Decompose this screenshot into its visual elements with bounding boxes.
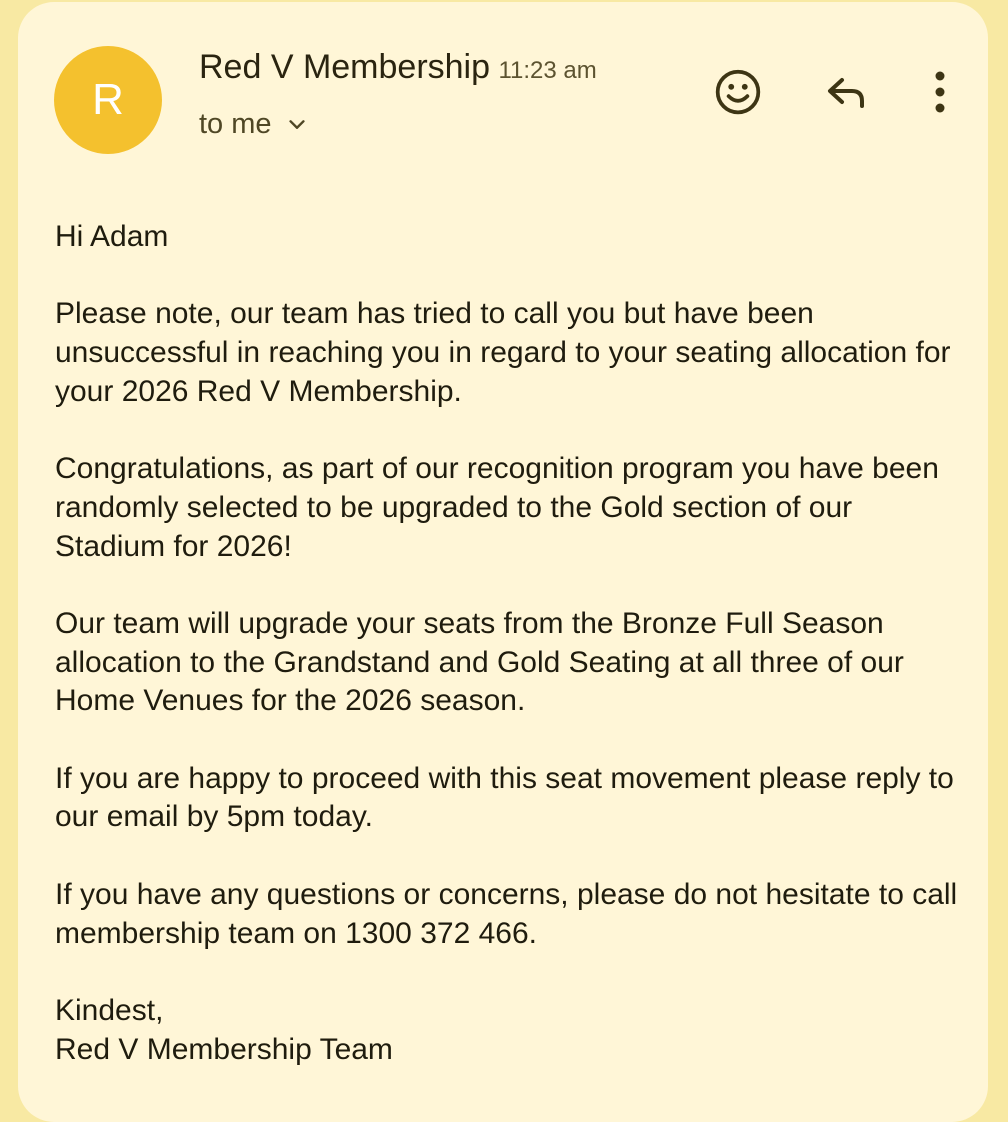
email-body	[55, 218, 965, 1069]
email-paragraph-congratulations: Congratulations, as part of our recognition program you have been randomly selected to be upgraded to the Gold section of our Stadium for 2026!	[55, 452, 939, 563]
sender-name[interactable]: Red V Membership	[199, 48, 491, 86]
email-paragraph-call-attempt: Please note, our team has tried to call you but have been unsuccessful in reaching you in regard to your seating allocation for your 2026 Red V Membership.	[55, 297, 951, 408]
sender-line	[199, 48, 597, 87]
reply-button[interactable]	[818, 64, 874, 120]
email-card	[18, 2, 988, 1122]
smiley-icon	[713, 67, 763, 117]
recipient-details-toggle[interactable]	[199, 108, 308, 141]
email-sign-off: Kindest,	[55, 993, 164, 1027]
sender-avatar[interactable]	[54, 46, 162, 154]
chevron-down-icon	[286, 114, 308, 136]
email-timestamp: 11:23 am	[498, 57, 597, 84]
kebab-menu-icon	[930, 70, 950, 114]
email-paragraph-deadline: If you are happy to proceed with this seat movement please reply to our email by 5pm today.	[55, 761, 954, 834]
more-options-button[interactable]	[912, 64, 968, 120]
email-greeting: Hi Adam	[55, 220, 169, 253]
recipient-label: to me	[199, 108, 272, 140]
avatar-letter: R	[92, 75, 124, 124]
email-paragraph-upgrade: Our team will upgrade your seats from the Bronze Full Season allocation to the Grandstand and Gold Seating at all three of our Home Venues for the 2026 season.	[55, 606, 904, 718]
email-paragraph-contact: If you have any questions or concerns, please do not hesitate to call membership team on 1300 372 466.	[55, 877, 958, 950]
reply-arrow-icon	[822, 68, 870, 116]
emoji-reaction-button[interactable]	[710, 64, 766, 120]
email-signature: Red V Membership Team	[55, 1032, 393, 1066]
